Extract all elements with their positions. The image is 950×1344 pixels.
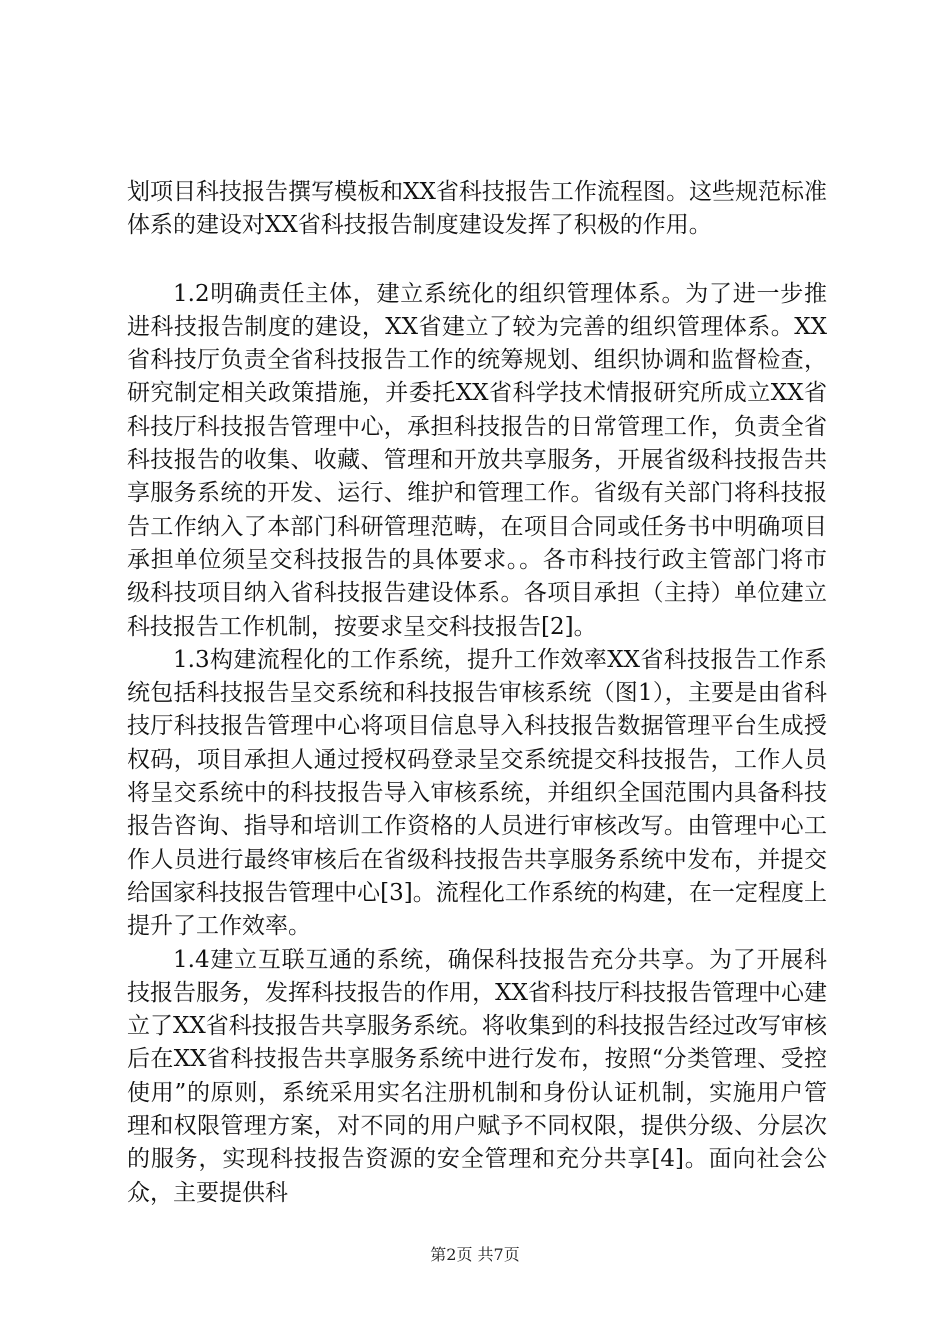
body-text — [127, 176, 827, 1210]
paragraph-section-1-4: 1.4建立互联互通的系统，确保科技报告充分共享。为了开展科技报告服务，发挥科技报告的作用，XX省科技厅科技报告管理中心建立了XX省科技报告共享服务系统。将收集到的科技报告经过改写审核后在XX省科技报告共享服务系统中进行发布，按照“分类管理、受控使用”的原则，系统采用实名注册机制和身份认证机制，实施用户管理和权限管理方案，对不同的用户赋予不同权限，提供分级、分层次的服务，实现科技报告资源的安全管理和充分共享[4]。面向社会公众，主要提供科 — [127, 946, 827, 1206]
page-footer — [0, 1245, 950, 1265]
paragraph-section-1-3: 1.3构建流程化的工作系统，提升工作效率XX省科技报告工作系统包括科技报告呈交系统和科技报告审核系统（图1），主要是由省科技厅科技报告管理中心将项目信息导入科技报告数据管理平台生成授权码，项目承担人通过授权码登录呈交系统提交科技报告，工作人员将呈交系统中的科技报告导入审核系统，并组织全国范围内具备科技报告咨询、指导和培训工作资格的人员进行审核改写。由管理中心工作人员进行最终审核后在省级科技报告共享服务系统中发布，并提交给国家科技报告管理中心[3]。流程化工作系统的构建，在一定程度上提升了工作效率。 — [127, 646, 827, 940]
paragraph-continuation: 划项目科技报告撰写模板和XX省科技报告工作流程图。这些规范标准体系的建设对XX省科技报告制度建设发挥了积极的作用。 — [127, 179, 827, 239]
paragraph-section-1-2: 1.2明确责任主体，建立系统化的组织管理体系。为了进一步推进科技报告制度的建设，XX省建立了较为完善的组织管理体系。XX省科技厅负责全省科技报告工作的统筹规划、组织协调和监督检查，研究制定相关政策措施，并委托XX省科学技术情报研究所成立XX省科技厅科技报告管理中心，承担科技报告的日常管理工作，负责全省科技报告的收集、收藏、管理和开放共享服务，开展省级科技报告共享服务系统的开发、运行、维护和管理工作。省级有关部门将科技报告工作纳入了本部门科研管理范畴，在项目合同或任务书中明确项目承担单位须呈交科技报告的具体要求。。各市科技行政主管部门将市级科技项目纳入省科技报告建设体系。各项目承担（主持）单位建立科技报告工作机制，按要求呈交科技报告[2]。 — [127, 280, 827, 640]
page-number-label: 第2页 共7页 — [430, 1245, 520, 1264]
